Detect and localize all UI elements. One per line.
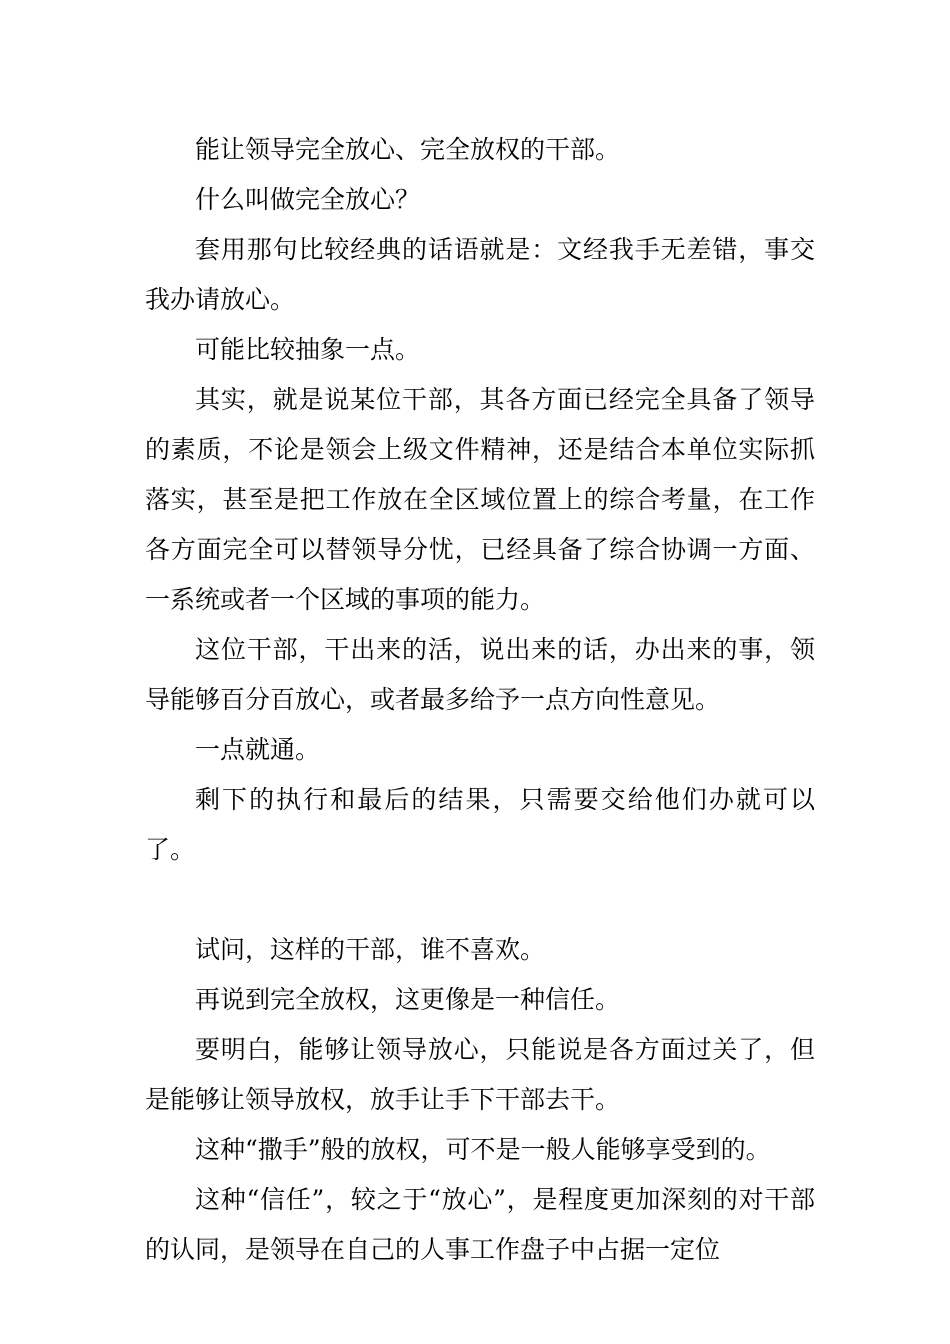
- paragraph-7: 一点就通。: [195, 735, 321, 764]
- paragraph-2: 什么叫做完全放心？: [195, 185, 421, 214]
- paragraph-11: 要明白，能够让领导放心，只能说是各方面过关了，但是能够让领导放权，放手让手下干部去干。: [145, 1035, 815, 1114]
- paragraph-3: 套用那句比较经典的话语就是：文经我手无差错，事交我办请放心。: [145, 235, 815, 314]
- paragraph-12: 这种“撒手”般的放权，可不是一般人能够享受到的。: [195, 1135, 771, 1164]
- paragraph-4: 可能比较抽象一点。: [195, 335, 421, 364]
- paragraph-9: 试问，这样的干部，谁不喜欢。: [195, 935, 546, 964]
- paragraph-gap: [145, 875, 815, 925]
- paragraph-6: 这位干部，干出来的活，说出来的话，办出来的事，领导能够百分百放心，或者最多给予一点方向性意见。: [145, 635, 815, 714]
- paragraph-10: 再说到完全放权，这更像是一种信任。: [195, 985, 621, 1014]
- paragraph-1: 能让领导完全放心、完全放权的干部。: [195, 135, 621, 164]
- document-body: [145, 125, 815, 1275]
- paragraph-5: 其实，就是说某位干部，其各方面已经完全具备了领导的素质，不论是领会上级文件精神，还是结合本单位实际抓落实，甚至是把工作放在全区域位置上的综合考量，在工作各方面完全可以替领导分忧，已经具备了综合协调一方面、一系统或者一个区域的事项的能力。: [145, 385, 815, 614]
- paragraph-13: 这种“信任”，较之于“放心”，是程度更加深刻的对干部的认同，是领导在自己的人事工作盘子中占据一定位: [145, 1185, 815, 1264]
- paragraph-8: 剩下的执行和最后的结果，只需要交给他们办就可以了。: [145, 785, 815, 864]
